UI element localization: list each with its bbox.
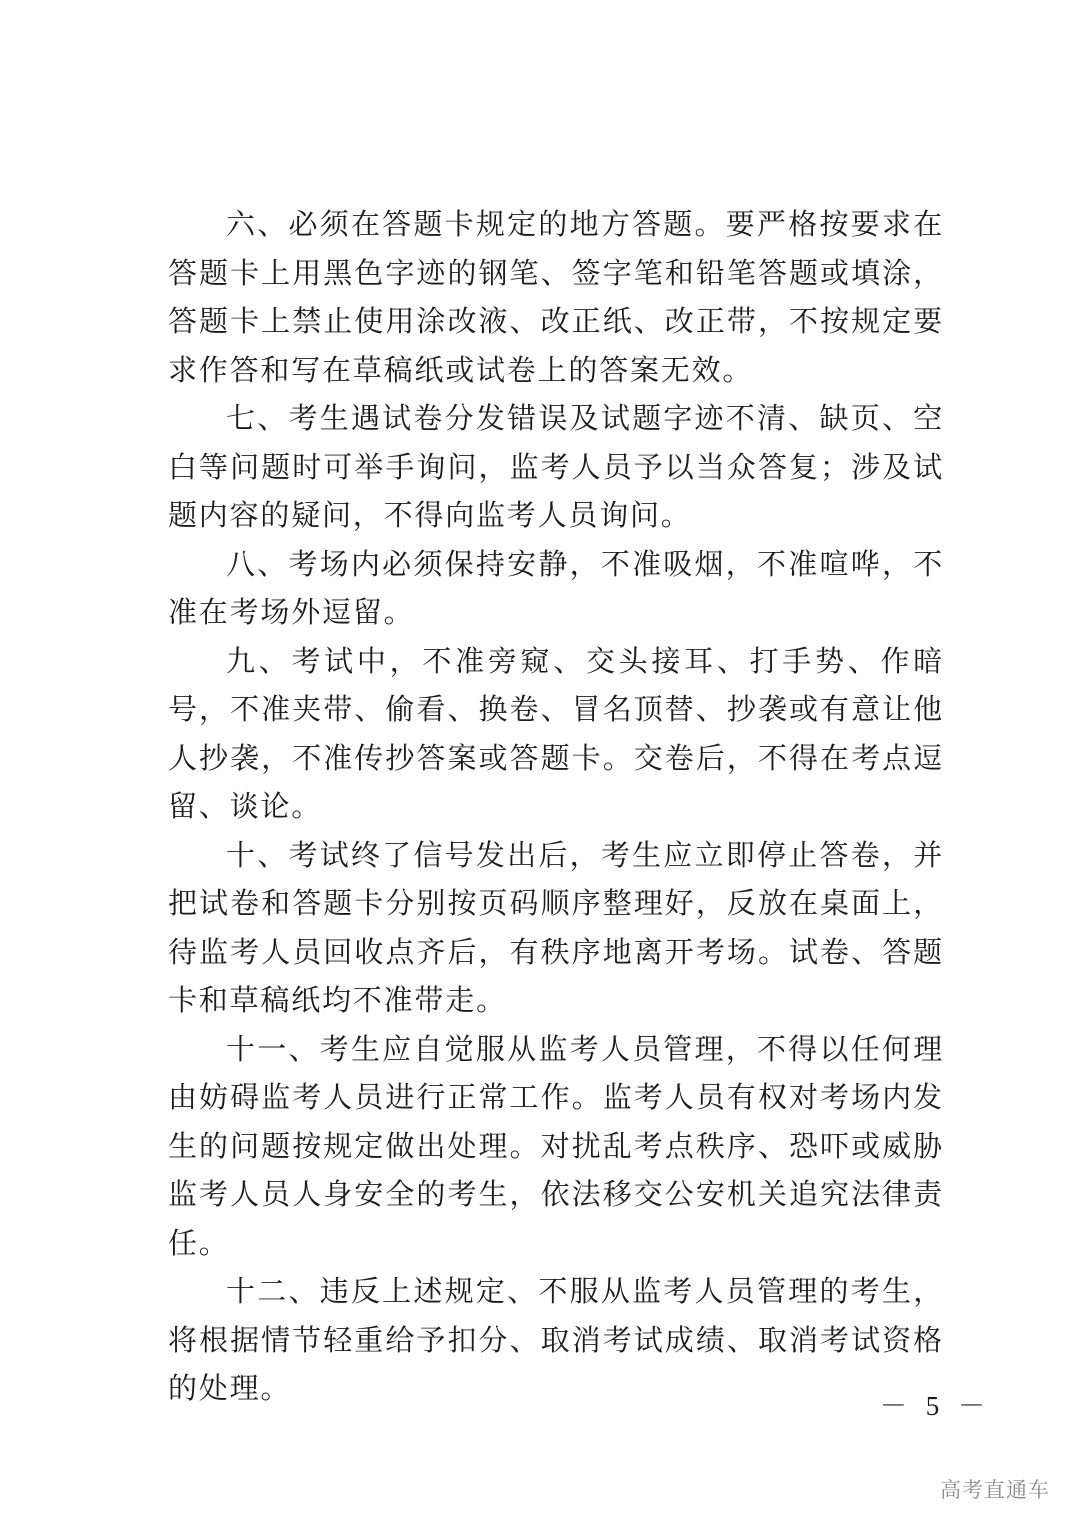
- rule-paragraph-7: 七、考生遇试卷分发错误及试题字迹不清、缺页、空白等问题时可举手询问，监考人员予以当众答复；涉及试题内容的疑问，不得向监考人员询问。: [168, 401, 944, 532]
- rule-paragraph-9: 九、考试中，不准旁窥、交头接耳、打手势、作暗号，不准夹带、偷看、换卷、冒名顶替、抄袭或有意让他人抄袭，不准传抄答案或答题卡。交卷后，不得在考点逗留、谈论。: [168, 643, 944, 823]
- page-number: － 5 －: [880, 1391, 991, 1421]
- rules-body: [168, 200, 944, 1413]
- rule-paragraph-12: 十二、违反上述规定、不服从监考人员管理的考生，将根据情节轻重给予扣分、取消考试成绩、取消考试资格的处理。: [168, 1274, 944, 1405]
- watermark-text: 高考直通车: [940, 1478, 1050, 1502]
- rule-paragraph-10: 十、考试终了信号发出后，考生应立即停止答卷，并把试卷和答题卡分别按页码顺序整理好，反放在桌面上，待监考人员回收点齐后，有秩序地离开考场。试卷、答题卡和草稿纸均不准带走。: [168, 837, 944, 1017]
- rule-paragraph-11: 十一、考生应自觉服从监考人员管理，不得以任何理由妨碍监考人员进行正常工作。监考人员有权对考场内发生的问题按规定做出处理。对扰乱考点秩序、恐吓或威胁监考人员人身安全的考生，依法移交公安机关追究法律责任。: [168, 1031, 944, 1260]
- rule-paragraph-6: 六、必须在答题卡规定的地方答题。要严格按要求在答题卡上用黑色字迹的钢笔、签字笔和铅笔答题或填涂，答题卡上禁止使用涂改液、改正纸、改正带，不按规定要求作答和写在草稿纸或试卷上的答案无效。: [168, 207, 944, 387]
- rule-paragraph-8: 八、考场内必须保持安静，不准吸烟，不准喧哗，不准在考场外逗留。: [168, 546, 944, 629]
